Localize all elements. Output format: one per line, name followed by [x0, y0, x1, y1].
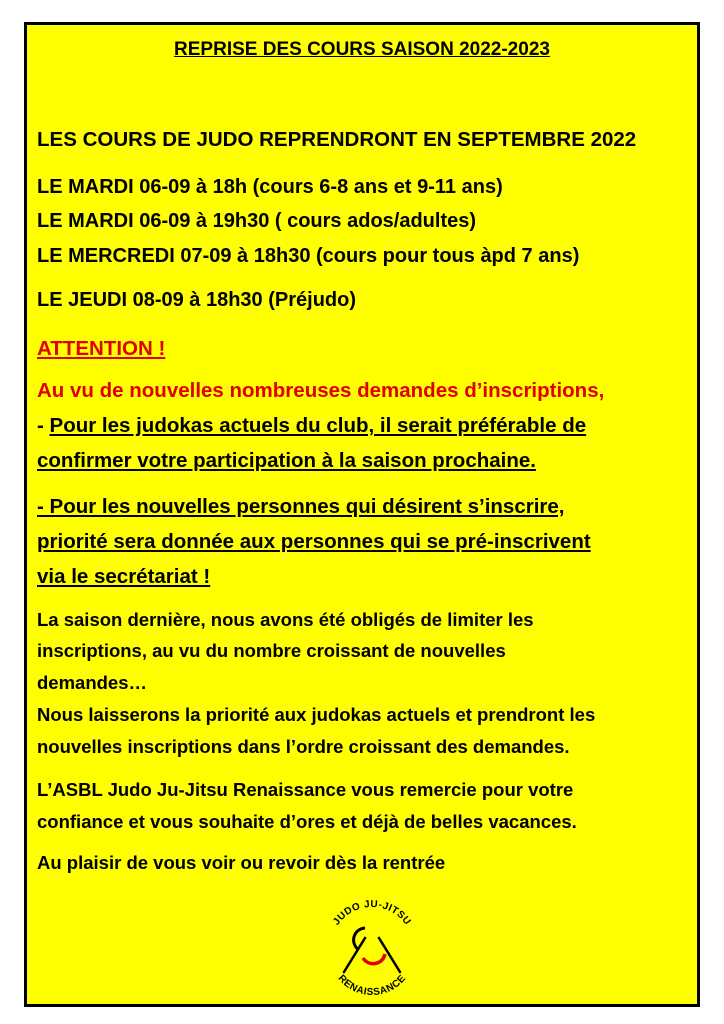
schedule-item: LE JEUDI 08-09 à 18h30 (Préjudo) — [37, 289, 357, 311]
svg-text:JUDO JU-JITSU — [331, 899, 413, 928]
warning-text: Au vu de nouvelles nombreuses demandes d’inscriptions, — [37, 379, 605, 402]
schedule-item: LE MARDI 06-09 à 18h (cours 6-8 ans et 9-11 ans) — [37, 176, 503, 198]
members-note-line: confirmer votre participation à la saison prochaine. — [37, 449, 536, 472]
schedule-item: LE MARDI 06-09 à 19h30 ( cours ados/adultes) — [37, 210, 477, 232]
members-note-text: Pour les judokas actuels du club, il serait préférable de — [49, 414, 587, 437]
schedule-item: LE MERCREDI 07-09 à 18h30 (cours pour tous àpd 7 ans) — [37, 245, 580, 267]
newcomers-note-line: priorité sera donnée aux personnes qui se pré-inscrivent — [37, 530, 591, 553]
judo-club-logo-icon — [317, 890, 427, 1000]
paragraph-line: demandes… — [37, 672, 148, 693]
logo-bottom-text: RENAISSANCE — [335, 972, 409, 999]
paragraph-line: inscriptions, au vu du nombre croissant de nouvelles — [37, 640, 506, 661]
closing-text: Au plaisir de vous voir ou revoir dès la rentrée — [37, 852, 446, 873]
paragraph-line: Nous laisserons la priorité aux judokas actuels et prendront les — [37, 704, 596, 725]
announcement: LES COURS DE JUDO REPRENDRONT EN SEPTEMBRE 2022 — [37, 128, 637, 151]
svg-text:RENAISSANCE — [336, 973, 409, 998]
attention-heading: ATTENTION ! — [37, 337, 166, 360]
thanks-line: confiance et vous souhaite d’ores et déjà de belles vacances. — [37, 811, 577, 832]
thanks-line: L’ASBL Judo Ju-Jitsu Renaissance vous remercie pour votre — [37, 779, 574, 800]
logo-top-text: JUDO JU-JITSU — [331, 898, 413, 928]
poster-title: REPRISE DES COURS SAISON 2022-2023 — [174, 39, 550, 60]
paragraph-line: La saison dernière, nous avons été obligés de limiter les — [37, 609, 534, 630]
poster — [24, 22, 700, 1007]
newcomers-note-line: - Pour les nouvelles personnes qui désirent s’inscrire, — [37, 495, 565, 518]
newcomers-note-line: via le secrétariat ! — [37, 565, 211, 588]
members-note-line — [37, 414, 586, 438]
paragraph-line: nouvelles inscriptions dans l’ordre croissant des demandes. — [37, 736, 570, 757]
members-note-dash: - — [37, 414, 50, 437]
